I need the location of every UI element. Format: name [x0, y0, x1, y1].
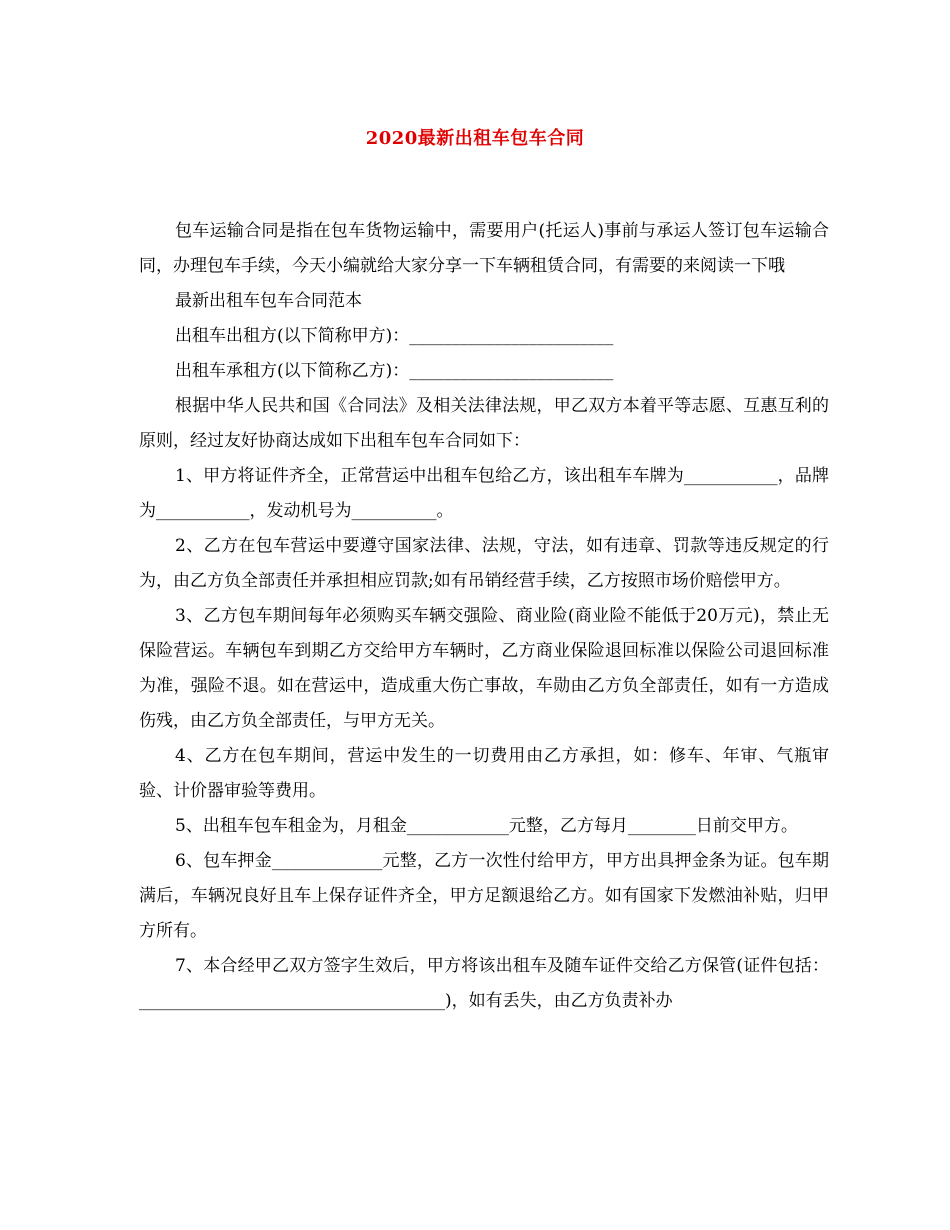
paragraph-clause-3: 3、乙方包车期间每年必须购买车辆交强险、商业险(商业险不能低于20万元)，禁止无保险营运。车辆包车到期乙方交给甲方车辆时，乙方商业保险退回标准以保险公司退回标准为准，强险不退。如在营运中，造成重大伤亡事故，车勋由乙方负全部责任，如有一方造成伤残，由乙方负全部责任，与甲方无关。 [139, 606, 829, 731]
document-title: 2020最新出租车包车合同 [365, 128, 585, 149]
paragraph-clause-1: 1、甲方将证件齐全，正常营运中出租车包给乙方，该出租车车牌为___________，品牌为___________，发动机号为__________。 [139, 466, 829, 521]
paragraph-party-a: 出租车出租方(以下简称甲方)：________________________ [175, 326, 614, 346]
paragraph-clause-7: 7、本合经甲乙双方签字生效后，甲方将该出租车及随车证件交给乙方保管(证件包括： ____________________________________)，如有丢失，由乙方负责补办 [139, 956, 829, 1011]
paragraph-clause-5: 5、出租车包车租金为，月租金____________元整，乙方每月________日前交甲方。 [175, 816, 798, 836]
paragraph-party-b: 出租车承租方(以下简称乙方)：________________________ [175, 361, 614, 381]
document-body [139, 214, 829, 1019]
paragraph-legal-basis: 根据中华人民共和国《合同法》及相关法律法规，甲乙双方本着平等志愿、互惠互利的原则，经过友好协商达成如下出租车包车合同如下： [139, 396, 829, 451]
paragraph-clause-2: 2、乙方在包车营运中要遵守国家法律、法规，守法，如有违章、罚款等违反规定的行为，由乙方负全部责任并承担相应罚款;如有吊销经营手续，乙方按照市场价赔偿甲方。 [139, 536, 829, 591]
paragraph-template-heading: 最新出租车包车合同范本 [175, 291, 362, 311]
paragraph-clause-6: 6、包车押金_____________元整，乙方一次性付给甲方，甲方出具押金条为证。包车期满后，车辆况良好且车上保存证件齐全，甲方足额退给乙方。如有国家下发燃油补贴，归甲方所有。 [139, 851, 829, 941]
paragraph-intro: 包车运输合同是指在包车货物运输中，需要用户(托运人)事前与承运人签订包车运输合同，办理包车手续，今天小编就给大家分享一下车辆租赁合同，有需要的来阅读一下哦 [139, 221, 829, 276]
paragraph-clause-4: 4、乙方在包车期间，营运中发生的一切费用由乙方承担，如：修车、年审、气瓶审验、计价器审验等费用。 [139, 746, 829, 801]
